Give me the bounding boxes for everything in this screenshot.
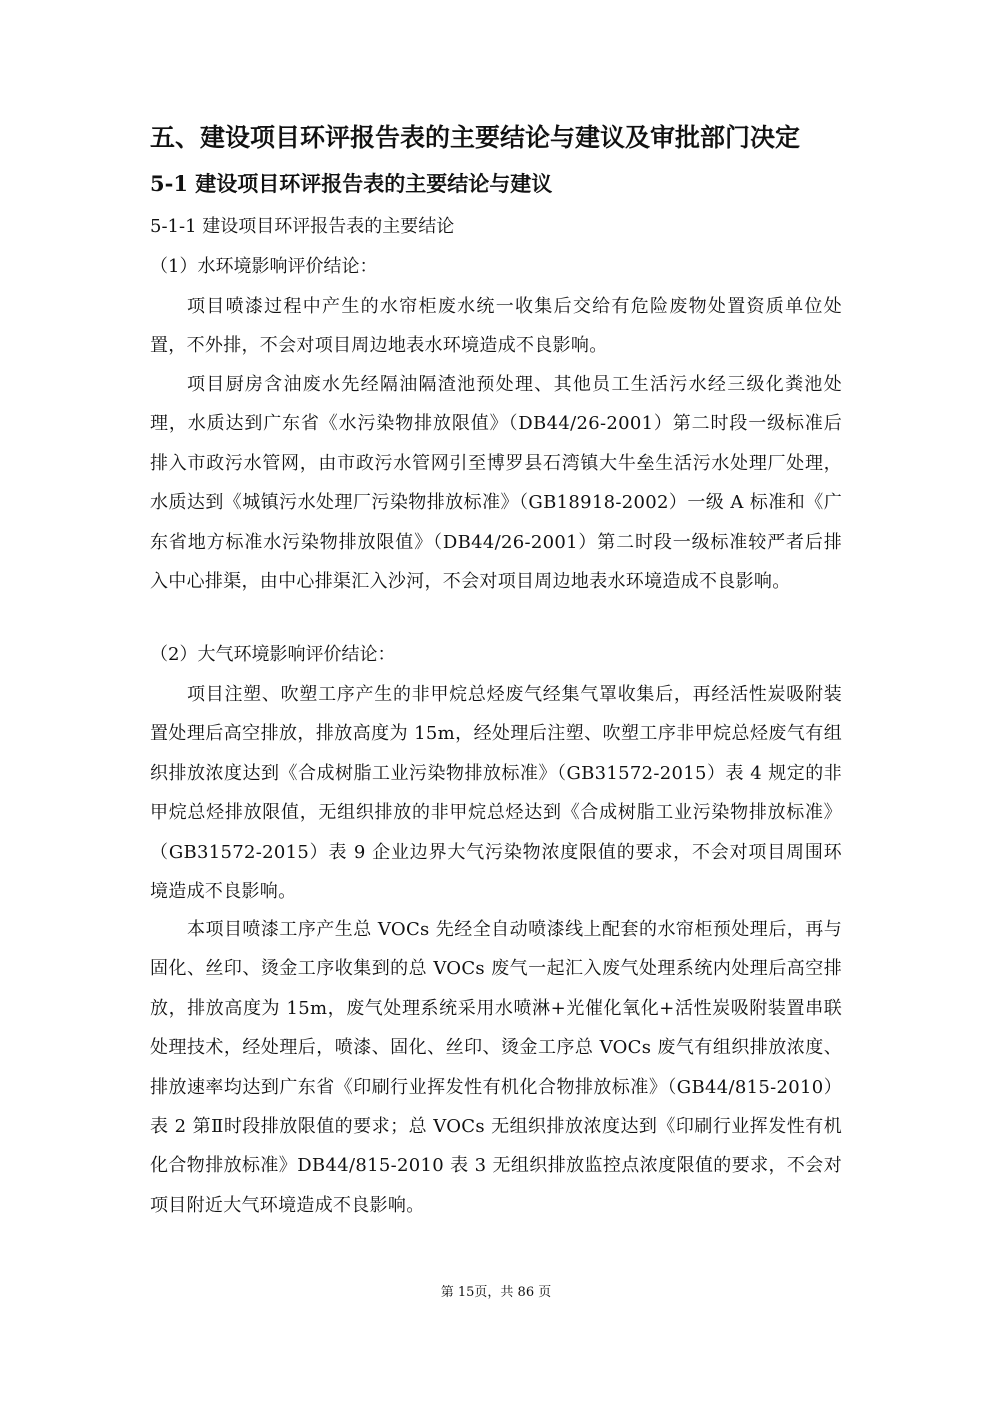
water-paragraph-1: 项目喷漆过程中产生的水帘柜废水统一收集后交给有危险废物处置资质单位处置，不外排，不会对项目周边地表水环境造成不良影响。	[150, 296, 842, 357]
water-paragraph-2: 项目厨房含油废水先经隔油隔渣池预处理、其他员工生活污水经三级化粪池处理，水质达到广东省《水污染物排放限值》（DB44/26-2001）第二时段一级标准后排入市政污水管网，由市政污水管网引至博罗县石湾镇大牛垒生活污水处理厂处理，水质达到《城镇污水处理厂污染物排放标准》（GB18918-2002）一级 A 标准和《广东省地方标准水污染物排放限值》（DB44/26-2001）第二时段一级标准较严者后排入中心排渠，由中心排渠汇入沙河，不会对项目周边地表水环境造成不良影响。	[150, 374, 842, 593]
section-title: 五、建设项目环评报告表的主要结论与建议及审批部门决定	[150, 123, 801, 152]
air-paragraph-2: 本项目喷漆工序产生总 VOCs 先经全自动喷漆线上配套的水帘柜预处理后，再与固化、丝印、烫金工序收集到的总 VOCs 废气一起汇入废气处理系统内处理后高空排放，排放高度为 15m，废气处理系统采用水喷淋+光催化氧化+活性炭吸附装置串联处理技术，经处理后，喷漆、固化、丝印、烫金工序总 VOCs 废气有组织排放浓度、排放速率均达到广东省《印刷行业挥发性有机化合物排放标准》（GB44/815-2010）表 2 第Ⅱ时段排放限值的要求；总 VOCs 无组织排放浓度达到《印刷行业挥发性有机化合物排放标准》DB44/815-2010 表 3 无组织排放监控点浓度限值的要求，不会对项目附近大气环境造成不良影响。	[150, 919, 842, 1216]
page-footer: 第 15页，共 86 页	[440, 1285, 552, 1300]
subsection-title: 5-1 建设项目环评报告表的主要结论与建议	[150, 171, 553, 196]
subsubsection-title: 5-1-1 建设项目环评报告表的主要结论	[150, 216, 455, 237]
air-paragraph-1: 项目注塑、吹塑工序产生的非甲烷总烃废气经集气罩收集后，再经活性炭吸附装置处理后高空排放，排放高度为 15m，经处理后注塑、吹塑工序非甲烷总烃废气有组织排放浓度达到《合成树脂工业污染物排放标准》（GB31572-2015）表 4 规定的非甲烷总烃排放限值，无组织排放的非甲烷总烃达到《合成树脂工业污染物排放标准》（GB31572-2015）表 9 企业边界大气污染物浓度限值的要求，不会对项目周围环境造成不良影响。	[150, 684, 842, 903]
air-heading: （2）大气环境影响评价结论：	[150, 644, 396, 665]
water-heading: （1）水环境影响评价结论：	[150, 256, 378, 277]
